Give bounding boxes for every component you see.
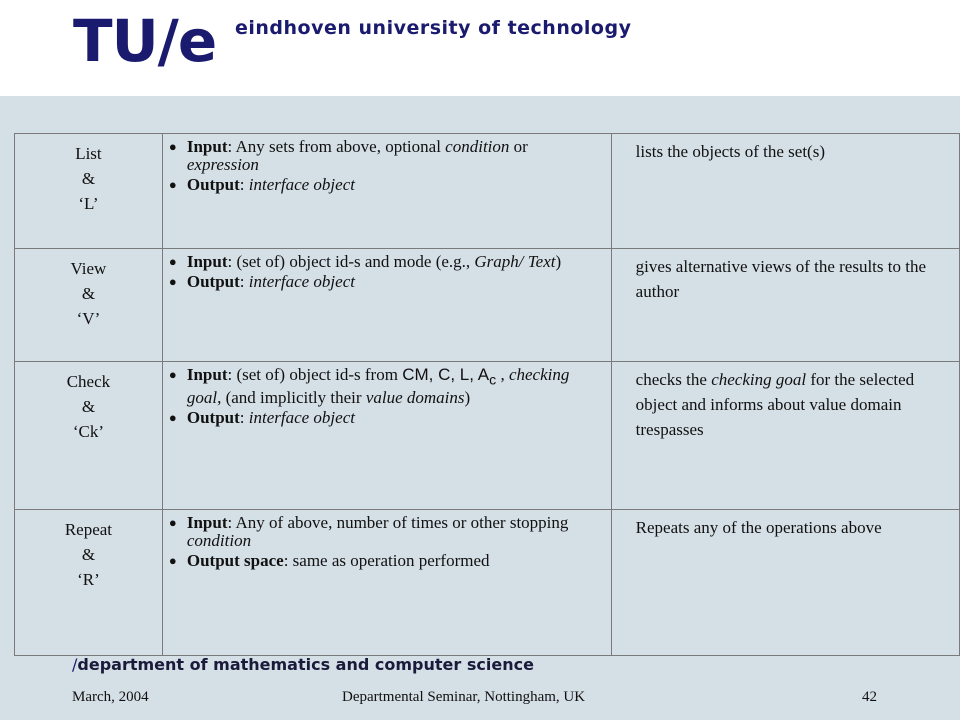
header-bar (0, 0, 960, 96)
operation-name-cell: View & ‘V’ (15, 249, 163, 362)
bullet-icon: ● (168, 177, 177, 192)
footer-date: March, 2004 (72, 689, 149, 705)
tue-logo: TU/e (73, 7, 217, 75)
input-item: ● Input: (set of) object id-s from CM, C, L, $A_c$ , checking goal, (and implicitly their value domains) (168, 365, 570, 408)
table-row (15, 362, 960, 510)
description-cell: Repeats any of the operations above (611, 510, 959, 656)
table-row (15, 510, 960, 656)
description-cell: lists the objects of the set(s) (611, 134, 959, 249)
table-row (15, 134, 960, 249)
input-item: ● Input: (set of) object id-s and mode (e.g., Graph/ Text) (168, 252, 562, 271)
page-number: 42 (862, 689, 877, 705)
operation-name-cell: Repeat & ‘R’ (15, 510, 163, 656)
output-item: ● Output: interface object (168, 408, 355, 428)
bullet-icon: ● (168, 410, 177, 426)
bullet-icon: ● (168, 139, 177, 154)
bullet-icon: ● (168, 515, 177, 530)
input-item: ● Input: Any sets from above, optional condition or expression (168, 137, 528, 174)
university-name: eindhoven university of technology (235, 17, 632, 39)
bullet-icon: ● (168, 254, 177, 269)
bullet-icon: ● (168, 553, 177, 568)
input-item: ● Input: Any of above, number of times or other stopping condition (168, 513, 569, 550)
table-row (15, 249, 960, 362)
operation-name-cell: List & ‘L’ (15, 134, 163, 249)
department-name: /department of mathematics and computer science (72, 655, 534, 674)
io-cell (162, 362, 611, 510)
output-item: ● Output: interface object (168, 272, 355, 291)
io-cell (162, 134, 611, 249)
output-item: ● Output space: same as operation performed (168, 551, 490, 570)
operations-table (14, 133, 960, 656)
io-cell (162, 510, 611, 656)
bullet-icon: ● (168, 274, 177, 289)
description-cell: checks the checking goal for the selected object and informs about value domain trespasses (611, 362, 959, 510)
operation-name-cell: Check & ‘Ck’ (15, 362, 163, 510)
description-cell: gives alternative views of the results to the author (611, 249, 959, 362)
bullet-icon: ● (168, 367, 177, 382)
footer-event: Departmental Seminar, Nottingham, UK (342, 689, 586, 705)
output-item: ● Output: interface object (168, 175, 355, 194)
io-cell (162, 249, 611, 362)
